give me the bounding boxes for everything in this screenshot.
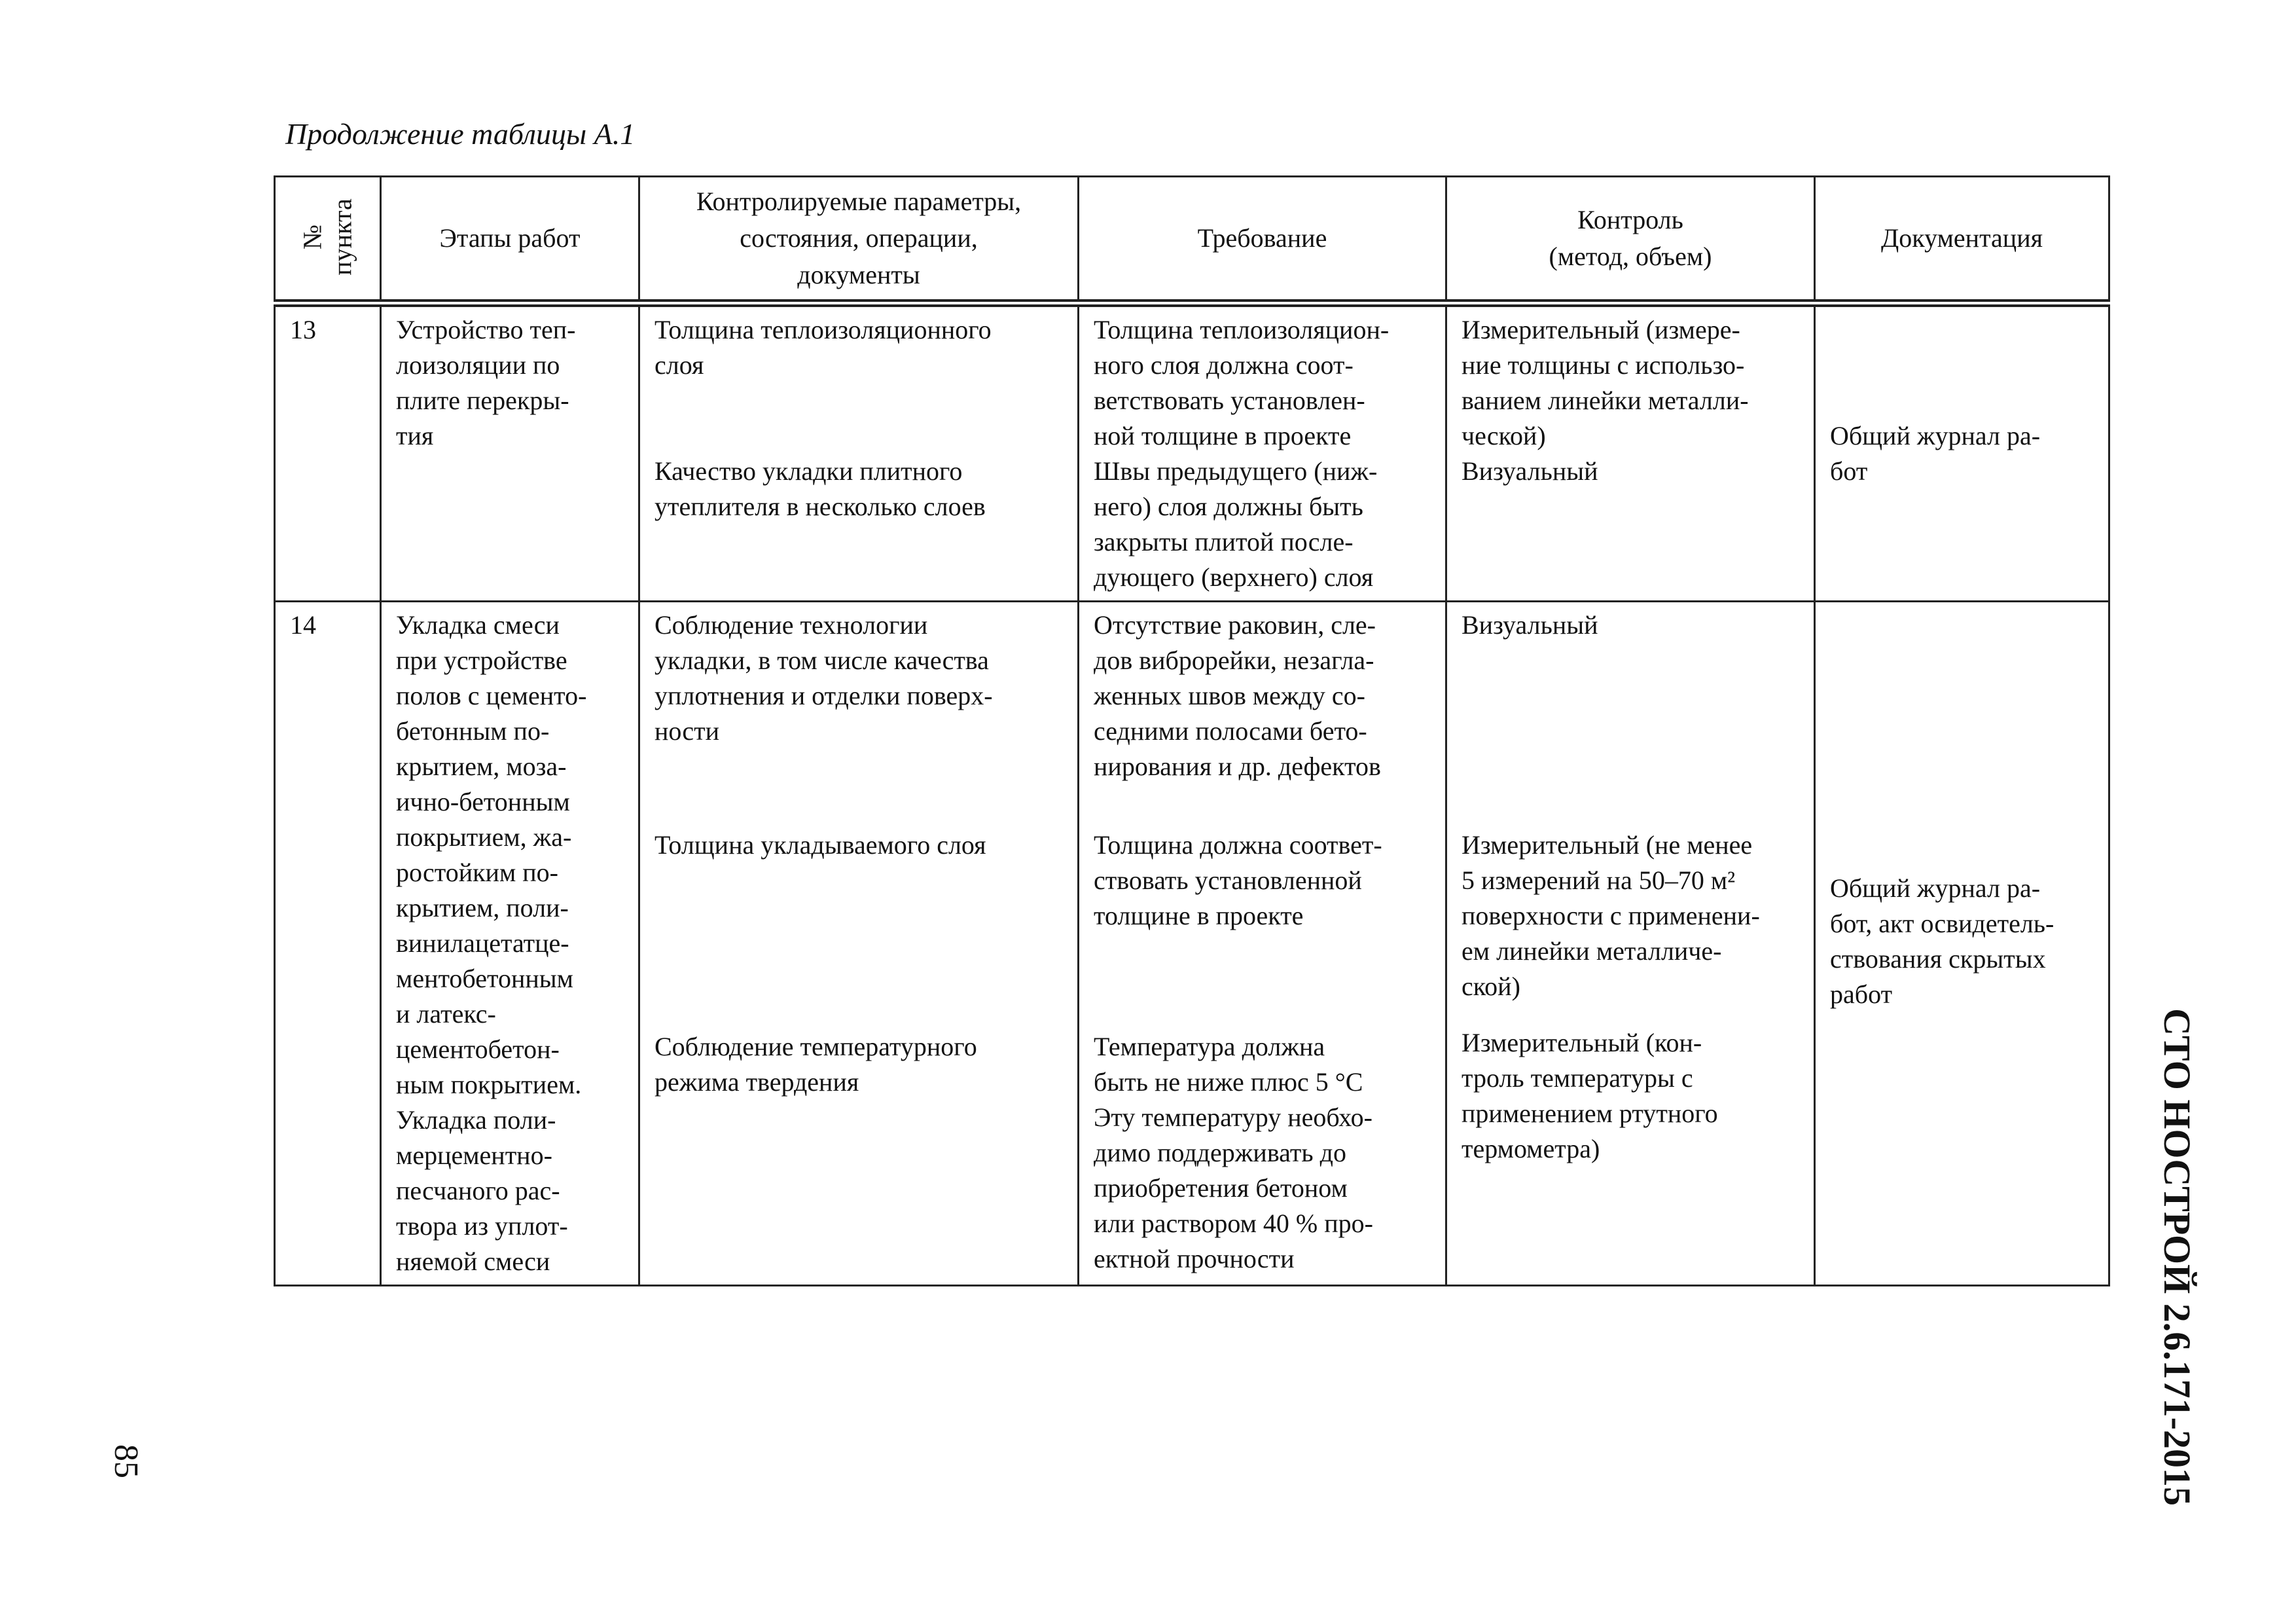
table-row [275, 602, 2109, 1286]
requirement-item: Толщина теплоизоляцион- ного слоя должна соот- ветствовать установлен- ной толщине в проекте [1094, 315, 1390, 450]
requirement-item: Температура должна быть не ниже плюс 5 °С Эту температуру необхо- димо поддерживать до приобретения бетоном или раствором 40 % про- ектной прочности [1094, 1032, 1373, 1273]
standard-code: СТО НОСТРОЙ 2.6.171-2015 [2156, 1008, 2198, 1506]
header-requirement: Требование [1079, 177, 1446, 304]
param-item: Толщина теплоизоляционного слоя [655, 315, 992, 380]
row-control [1446, 303, 1815, 602]
row-num: 14 [275, 602, 381, 1286]
control-item: Визуальный [1462, 456, 1598, 486]
row-params [639, 303, 1079, 602]
control-table [274, 175, 2110, 1286]
header-params: Контролируемые параметры, состояния, операции, документы [639, 177, 1079, 304]
page-number: 85 [107, 1444, 145, 1478]
row-docs [1815, 303, 2109, 602]
header-stage: Этапы работ [381, 177, 639, 304]
row-num: 13 [275, 303, 381, 602]
row-params [639, 602, 1079, 1286]
docs-item: Общий журнал ра- бот [1830, 421, 2041, 486]
row-stage: Укладка смеси при устройстве полов с цементо- бетонным по- крытием, моза- ично-бетонным покрытием, жа- ростойким по- крытием, поли- винилацетатце- ментобетонным и латекс- цементобетон- ным покрытием. Укладка поли- мерцементно- песчаного рас- твора из уплот- няемой смеси [381, 602, 639, 1286]
row-control [1446, 602, 1815, 1286]
requirement-item: Швы предыдущего (ниж- него) слоя должны быть закрыты плитой после- дующего (верхнего) слоя [1094, 456, 1378, 592]
param-item: Соблюдение технологии укладки, в том числе качества уплотнения и отделки поверх- ности [655, 610, 993, 746]
table-caption: Продолжение таблицы А.1 [285, 117, 636, 151]
control-item: Визуальный [1462, 610, 1598, 640]
row-stage: Устройство теп- лоизоляции по плите перекры- тия [381, 303, 639, 602]
requirement-item: Отсутствие раковин, сле- дов виброрейки, незагла- женных швов между со- седними полосами бето- нирования и др. дефектов [1094, 610, 1381, 781]
row-requirement [1079, 602, 1446, 1286]
requirement-item: Толщина должна соответ- ствовать установленной толщине в проекте [1094, 830, 1382, 930]
control-item: Измерительный (не менее 5 измерений на 50–70 м² поверхности с применени- ем линейки металличе- ской) [1462, 830, 1760, 1001]
table-row [275, 303, 2109, 602]
header-num-label: пункта [327, 198, 357, 276]
param-item: Толщина укладываемого слоя [655, 830, 986, 860]
header-control: Контроль (метод, объем) [1446, 177, 1815, 304]
row-requirement [1079, 303, 1446, 602]
header-docs: Документация [1815, 177, 2109, 304]
control-item: Измерительный (измере- ние толщины с использо- ванием линейки металли- ческой) [1462, 315, 1749, 450]
row-docs [1815, 602, 2109, 1286]
header-num-sign: № [297, 224, 327, 249]
control-item: Измерительный (кон- троль температуры с применением ртутного термометра) [1462, 1028, 1718, 1163]
header-num [275, 177, 381, 304]
param-item: Качество укладки плитного утеплителя в несколько слоев [655, 456, 986, 521]
docs-item: Общий журнал ра- бот, акт освидетель- ствования скрытых работ [1830, 873, 2054, 1009]
table-header-row [275, 177, 2109, 304]
param-item: Соблюдение температурного режима твердения [655, 1032, 977, 1097]
